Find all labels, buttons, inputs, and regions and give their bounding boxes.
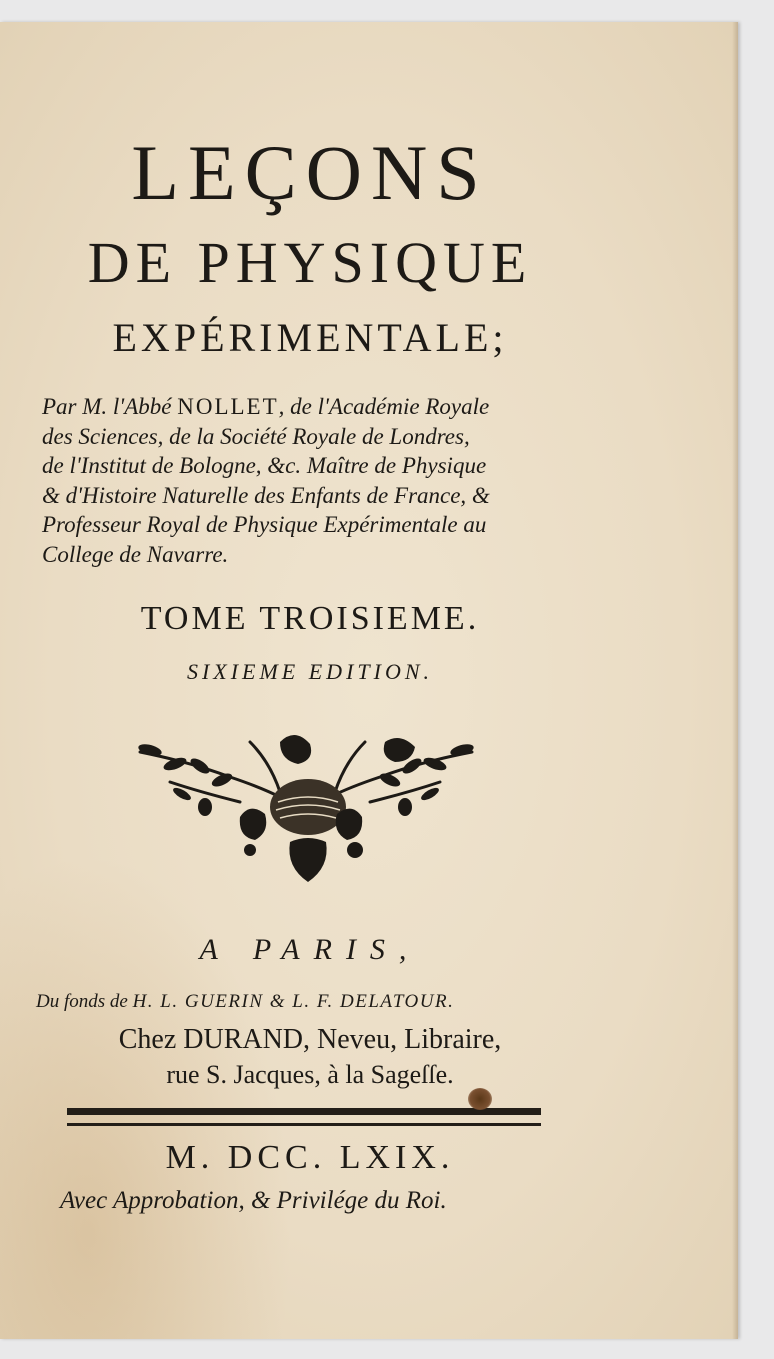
edition-label: SIXIEME EDITION. [186,659,434,684]
page-edge-shadow [732,22,738,1339]
author-line [42,392,622,422]
fonds-names: H. L. GUERIN & L. F. DELATOUR. [132,991,455,1012]
author-name: NOLLET [177,394,279,419]
author-line: Professeur Royal de Physique Expérimentale au [42,512,487,537]
author-prefix: Par M. l'Abbé [42,394,178,419]
author-line: des Sciences, de la Société Royale de Londres, [42,423,470,449]
imprint-fonds [36,988,596,1016]
author-line: de l'Institut de Bologne, &c. Maître de Physique [42,453,487,478]
divider-rule [67,1108,541,1115]
author-suffix: , de l'Académie Royale [278,394,490,419]
book-subtitle-2: EXPÉRIMENTALE; [112,315,508,360]
publication-date: M. DCC. LXIX. [165,1139,455,1176]
imprint-city: A PARIS, [199,933,421,966]
divider-rule [67,1123,541,1126]
floral-vignette-icon [130,722,482,892]
author-line: & d'Histoire Naturelle des Enfants de France, & [42,482,490,508]
privilege-line: Avec Approbation, & Privilége du Roi. [60,1187,447,1214]
imprint-address: rue S. Jacques, à la Sageſſe. [166,1060,454,1089]
imprint-publisher: Chez DURAND, Neveu, Libraire, [118,1024,502,1055]
fonds-prefix: Du fonds de [36,991,133,1012]
volume-label: TOME TROISIEME. [140,600,480,637]
ink-stain [468,1088,492,1110]
book-title: LEÇONS [131,129,489,216]
author-line: College de Navarre. [42,541,229,567]
title-page [0,22,738,1339]
author-block [42,392,622,569]
book-subtitle: DE PHYSIQUE [87,230,533,295]
